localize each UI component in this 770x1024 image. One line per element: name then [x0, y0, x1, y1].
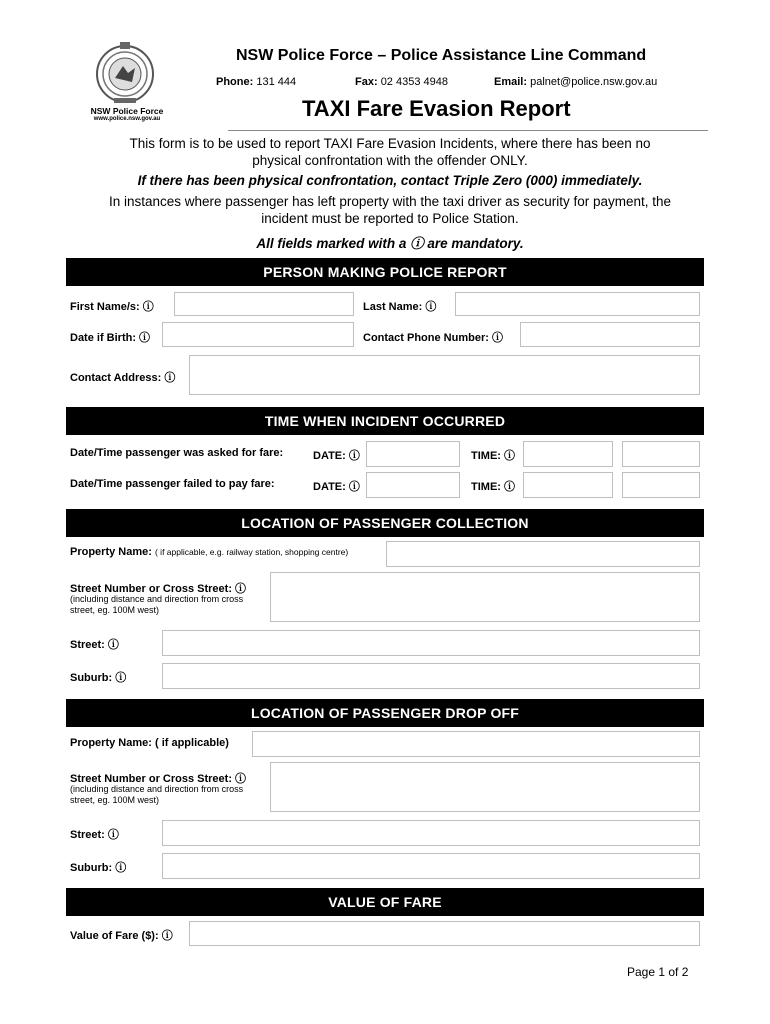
col-street-num-hint-1: (including distance and direction from cross	[70, 594, 244, 604]
failed-time-field[interactable]	[523, 472, 613, 498]
col-suburb-label: Suburb: ⓘ	[70, 672, 127, 684]
failed-ampm-field[interactable]	[622, 472, 700, 498]
drop-suburb-label: Suburb: ⓘ	[70, 862, 127, 874]
fax-label: Fax:	[355, 76, 378, 88]
drop-street-num-label: Street Number or Cross Street: ⓘ	[70, 773, 247, 785]
asked-time-field[interactable]	[523, 441, 613, 467]
failed-date-label: DATE: ⓘ	[313, 481, 360, 493]
address-field[interactable]	[189, 355, 700, 395]
asked-label: Date/Time passenger was asked for fare:	[70, 447, 284, 459]
email-value[interactable]: palnet@police.nsw.gov.au	[530, 76, 658, 88]
address-label: Contact Address: ⓘ	[70, 372, 176, 384]
col-street-num-hint-2: street, eg. 100M west)	[70, 605, 160, 615]
asked-date-label: DATE: ⓘ	[313, 450, 360, 462]
drop-street-label: Street: ⓘ	[70, 829, 119, 841]
dob-field[interactable]	[162, 322, 354, 347]
first-name-field[interactable]	[174, 292, 354, 316]
asked-time-label: TIME: ⓘ	[471, 450, 515, 462]
dob-label: Date if Birth: ⓘ	[70, 332, 151, 344]
intro-line-5: incident must be reported to Police Station.	[261, 211, 519, 226]
drop-street-num-hint-2: street, eg. 100M west)	[70, 795, 160, 805]
contact-line	[216, 76, 296, 88]
email-label: Email:	[494, 76, 528, 88]
col-street-field[interactable]	[162, 630, 700, 656]
last-name-label: Last Name: ⓘ	[363, 301, 437, 313]
col-street-label: Street: ⓘ	[70, 639, 119, 651]
section-person-header: PERSON MAKING POLICE REPORT	[66, 258, 704, 286]
failed-time-label: TIME: ⓘ	[471, 481, 515, 493]
fax-line	[355, 76, 448, 88]
phone-label: Contact Phone Number: ⓘ	[363, 332, 503, 344]
logo-name: NSW Police Force	[90, 106, 164, 116]
first-name-label: First Name/s: ⓘ	[70, 301, 154, 313]
asked-date-field[interactable]	[366, 441, 460, 467]
failed-date-field[interactable]	[366, 472, 460, 498]
intro-line-1: This form is to be used to report TAXI Fare Evasion Incidents, where there has been no	[129, 136, 651, 151]
drop-property-field[interactable]	[252, 731, 700, 757]
page-number: Page 1 of 2	[627, 965, 689, 979]
drop-suburb-field[interactable]	[162, 853, 700, 879]
phone-label: Phone:	[216, 76, 254, 88]
fare-value-field[interactable]	[189, 921, 700, 946]
col-suburb-field[interactable]	[162, 663, 700, 689]
mandatory-note: All fields marked with a ⓘ are mandatory.	[256, 236, 524, 251]
col-property-hint: ( if applicable, e.g. railway station, shopping centre)	[154, 547, 349, 557]
failed-label: Date/Time passenger failed to pay fare:	[70, 478, 275, 490]
police-crest-logo	[90, 40, 160, 106]
drop-property-label: Property Name: ( if applicable)	[70, 737, 229, 749]
title-rule	[228, 130, 708, 131]
phone-value: 131 444	[256, 76, 297, 88]
fax-value: 02 4353 4948	[380, 76, 448, 88]
col-property-label-text: Property Name:	[70, 546, 152, 558]
email-line	[494, 76, 657, 88]
form-title: TAXI Fare Evasion Report	[302, 96, 571, 121]
asked-ampm-field[interactable]	[622, 441, 700, 467]
drop-street-num-field[interactable]	[270, 762, 700, 812]
col-street-num-label: Street Number or Cross Street: ⓘ	[70, 583, 247, 595]
section-collection-header: LOCATION OF PASSENGER COLLECTION	[66, 509, 704, 537]
col-property-field[interactable]	[386, 541, 700, 567]
section-dropoff-header: LOCATION OF PASSENGER DROP OFF	[66, 699, 704, 727]
last-name-field[interactable]	[455, 292, 700, 316]
section-time-header: TIME WHEN INCIDENT OCCURRED	[66, 407, 704, 435]
section-fare-header: VALUE OF FARE	[66, 888, 704, 916]
col-property-label	[70, 546, 348, 558]
fare-value-label: Value of Fare ($): ⓘ	[70, 930, 173, 942]
intro-line-4: In instances where passenger has left property with the taxi driver as security for payment, the	[108, 194, 672, 209]
org-title: NSW Police Force – Police Assistance Line Command	[236, 47, 647, 64]
phone-field[interactable]	[520, 322, 700, 347]
intro-warning: If there has been physical confrontation, contact Triple Zero (000) immediately.	[137, 173, 643, 188]
col-street-num-field[interactable]	[270, 572, 700, 622]
drop-street-num-hint-1: (including distance and direction from cross	[70, 784, 244, 794]
intro-line-2: physical confrontation with the offender ONLY.	[252, 153, 528, 168]
drop-street-field[interactable]	[162, 820, 700, 846]
logo-url: www.police.nsw.gov.au	[93, 116, 161, 122]
